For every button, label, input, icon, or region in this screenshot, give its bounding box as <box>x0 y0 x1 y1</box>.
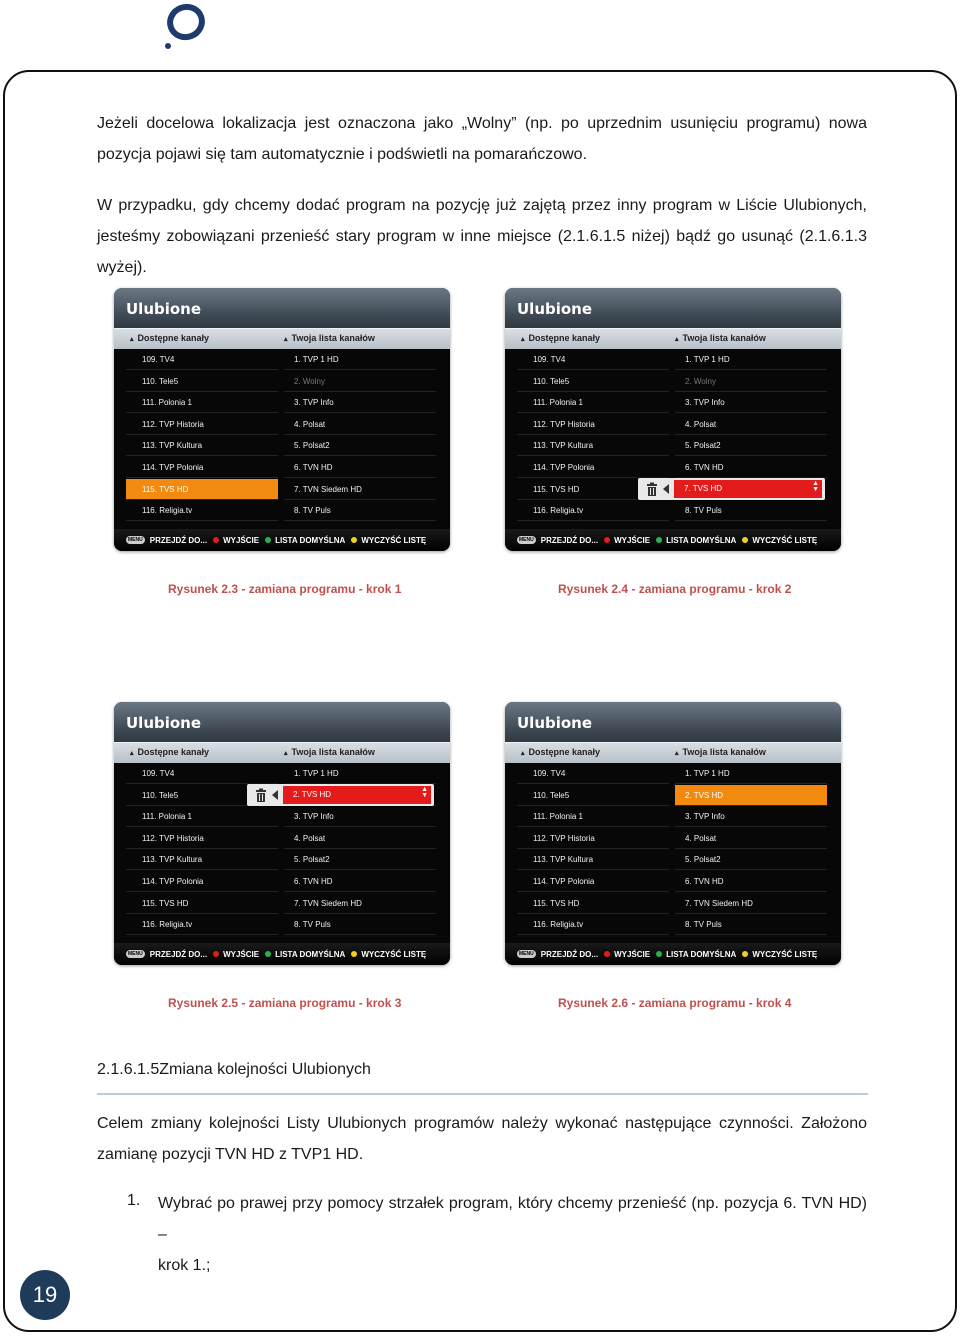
footer-go-to[interactable]: PRZEJDŹ DO... <box>149 949 208 959</box>
channel-row-list[interactable]: 1. TVP 1 HD <box>284 763 436 784</box>
heading-underline <box>97 1093 868 1095</box>
figure-caption: Rysunek 2.3 - zamiana programu - krok 1 <box>168 582 402 596</box>
paragraph-3 <box>97 1108 867 1170</box>
channel-row-list[interactable]: 1. TVP 1 HD <box>284 349 436 370</box>
channel-row-list[interactable]: 3. TVP Info <box>675 806 827 827</box>
channel-row-list[interactable]: 2. Wolny <box>675 371 827 392</box>
menu-key-icon: MENU <box>519 951 534 957</box>
column-header-your-list: ▴ Twoja lista kanałów <box>675 333 766 343</box>
channel-row-list[interactable]: 5. Polsat2 <box>284 849 436 870</box>
channel-row-available[interactable]: 110. Tele5 <box>126 371 278 392</box>
channel-row-available[interactable]: 113. TVP Kultura <box>126 435 278 456</box>
channel-row-available[interactable]: 116. Religia.tv <box>126 914 278 935</box>
channel-row-available[interactable]: 115. TVS HD <box>126 479 278 500</box>
trash-icon[interactable] <box>254 788 268 802</box>
footer-go-to[interactable]: PRZEJDŹ DO... <box>540 949 599 959</box>
channel-row-available[interactable]: 113. TVP Kultura <box>517 849 669 870</box>
screen-title: Ulubione <box>517 714 593 732</box>
footer-clear-list[interactable]: WYCZYŚĆ LISTĘ <box>361 535 427 545</box>
screen-title: Ulubione <box>517 300 593 318</box>
channel-row-list[interactable]: 2. TVS HD <box>675 785 827 806</box>
channel-row-list[interactable]: 7. TVN Siedem HD <box>284 893 436 914</box>
green-dot-icon <box>656 951 662 957</box>
channel-row-list[interactable]: 6. TVN HD <box>675 457 827 478</box>
channel-row-available[interactable]: 115. TVS HD <box>126 893 278 914</box>
channel-row-list[interactable]: 5. Polsat2 <box>284 435 436 456</box>
channel-row-list[interactable]: 3. TVP Info <box>675 392 827 413</box>
tv-screen-step-3 <box>114 702 450 965</box>
channel-row-available[interactable]: 113. TVP Kultura <box>517 435 669 456</box>
list-item-number: 1. <box>127 1192 141 1209</box>
menu-key-icon: MENU <box>128 537 143 543</box>
column-header-your-list: ▴ Twoja lista kanałów <box>284 747 375 757</box>
footer-default-list[interactable]: LISTA DOMYŚLNA <box>666 949 737 959</box>
channel-row-available[interactable]: 116. Religia.tv <box>126 500 278 521</box>
footer-default-list[interactable]: LISTA DOMYŚLNA <box>666 535 737 545</box>
yellow-dot-icon <box>742 537 748 543</box>
channel-row-list[interactable]: 4. Polsat <box>675 828 827 849</box>
paragraph-3-line: zamianę pozycji TVN HD z TVP1 HD. <box>97 1146 364 1163</box>
channel-row-list[interactable]: 4. Polsat <box>284 414 436 435</box>
footer-exit[interactable]: WYJŚCIE <box>223 949 260 959</box>
paragraph-2-line: jesteśmy zobowiązani przenieść stary program w inne miejsce (2.1.6.1.5 niżej) bądź go usunąć (2.1.6.1.3 wyżej). <box>97 228 867 276</box>
channel-row-available[interactable]: 111. Polonia 1 <box>126 392 278 413</box>
channel-row-list[interactable]: 4. Polsat <box>675 414 827 435</box>
column-header-available: ▴ Dostępne kanały <box>521 747 600 757</box>
paragraph-2 <box>97 190 867 283</box>
figure-caption: Rysunek 2.6 - zamiana programu - krok 4 <box>558 996 792 1010</box>
channel-row-list[interactable]: 8. TV Puls <box>675 914 827 935</box>
footer-default-list[interactable]: LISTA DOMYŚLNA <box>275 949 346 959</box>
arrow-left-icon[interactable] <box>663 484 669 494</box>
paragraph-1-line: Jeżeli docelowa lokalizacja jest oznaczona jako „Wolny” (np. po uprzednim usunięciu programu) nowa <box>97 115 867 132</box>
footer-exit[interactable]: WYJŚCIE <box>223 535 260 545</box>
figure-caption: Rysunek 2.5 - zamiana programu - krok 3 <box>168 996 402 1010</box>
channel-row-list[interactable]: 5. Polsat2 <box>675 435 827 456</box>
menu-key-icon: MENU <box>519 537 534 543</box>
channel-row-available[interactable]: 111. Polonia 1 <box>126 806 278 827</box>
channel-row-available[interactable]: 110. Tele5 <box>517 785 669 806</box>
channel-row-available[interactable]: 114. TVP Polonia <box>517 457 669 478</box>
screen-title: Ulubione <box>126 300 202 318</box>
channel-row-available[interactable]: 109. TV4 <box>126 349 278 370</box>
channel-row-available[interactable]: 112. TVP Historia <box>517 828 669 849</box>
channel-row-available[interactable]: 114. TVP Polonia <box>126 457 278 478</box>
up-down-arrows-icon[interactable]: ▲ ▼ <box>421 785 428 799</box>
red-dot-icon <box>604 537 610 543</box>
channel-row-list[interactable]: 6. TVN HD <box>284 457 436 478</box>
channel-row-available[interactable]: 116. Religia.tv <box>517 914 669 935</box>
footer-go-to[interactable]: PRZEJDŹ DO... <box>149 535 208 545</box>
green-dot-icon <box>265 537 271 543</box>
moving-channel-label[interactable]: 2. TVS HD <box>283 786 431 804</box>
channel-row-list[interactable]: 8. TV Puls <box>284 914 436 935</box>
channel-row-available[interactable]: 115. TVS HD <box>517 479 669 500</box>
footer-go-to[interactable]: PRZEJDŹ DO... <box>540 535 599 545</box>
channel-row-available[interactable]: 112. TVP Historia <box>126 414 278 435</box>
footer-default-list[interactable]: LISTA DOMYŚLNA <box>275 535 346 545</box>
channel-row-available[interactable]: 111. Polonia 1 <box>517 392 669 413</box>
menu-key-icon: MENU <box>128 951 143 957</box>
channel-row-available[interactable]: 114. TVP Polonia <box>517 871 669 892</box>
list-item <box>158 1188 867 1281</box>
channel-row-available[interactable]: 114. TVP Polonia <box>126 871 278 892</box>
tv-screen-step-1 <box>114 288 450 551</box>
screen-footer <box>114 943 450 965</box>
tv-screen-step-2 <box>505 288 841 551</box>
column-header-available: ▴ Dostępne kanały <box>521 333 600 343</box>
green-dot-icon <box>656 537 662 543</box>
channel-row-available[interactable]: 110. Tele5 <box>517 371 669 392</box>
channel-row-list[interactable]: 8. TV Puls <box>675 500 827 521</box>
channel-row-available[interactable]: 112. TVP Historia <box>126 828 278 849</box>
channel-row-available[interactable]: 112. TVP Historia <box>517 414 669 435</box>
channel-row-available[interactable]: 115. TVS HD <box>517 893 669 914</box>
green-dot-icon <box>265 951 271 957</box>
channel-row-list[interactable]: 3. TVP Info <box>284 392 436 413</box>
channel-row-available[interactable]: 109. TV4 <box>126 763 278 784</box>
paragraph-3-line: Celem zmiany kolejności Listy Ulubionych programów należy wykonać następujące czynności. Założono <box>97 1115 867 1132</box>
footer-clear-list[interactable]: WYCZYŚĆ LISTĘ <box>361 949 427 959</box>
move-channel-box <box>247 784 434 806</box>
paragraph-2-line: W przypadku, gdy chcemy dodać program na pozycję już zajętą przez inny program w Liście Ulubionych, <box>97 197 867 214</box>
screen-footer <box>505 529 841 551</box>
red-dot-icon <box>213 951 219 957</box>
column-header-bar <box>114 742 450 763</box>
channel-row-list[interactable]: 1. TVP 1 HD <box>675 349 827 370</box>
channel-row-available[interactable]: 111. Polonia 1 <box>517 806 669 827</box>
yellow-dot-icon <box>742 951 748 957</box>
figure-caption: Rysunek 2.4 - zamiana programu - krok 2 <box>558 582 792 596</box>
list-item-line: Wybrać po prawej przy pomocy strzałek program, który chcemy przenieść (np. pozycja 6. TVN HD) – <box>158 1195 867 1243</box>
list-item-line: krok 1.; <box>158 1257 211 1274</box>
tv-screen-step-4 <box>505 702 841 965</box>
channel-row-list[interactable]: 2. Wolny <box>284 371 436 392</box>
channel-row-list[interactable]: 8. TV Puls <box>284 500 436 521</box>
footer-clear-list[interactable]: WYCZYŚĆ LISTĘ <box>752 949 818 959</box>
trash-icon[interactable] <box>645 482 659 496</box>
footer-clear-list[interactable]: WYCZYŚĆ LISTĘ <box>752 535 818 545</box>
screen-footer <box>114 529 450 551</box>
channel-row-list[interactable]: 7. TVN Siedem HD <box>284 479 436 500</box>
column-header-bar <box>114 328 450 349</box>
column-header-bar <box>505 742 841 763</box>
red-dot-icon <box>213 537 219 543</box>
channel-row-available[interactable]: 113. TVP Kultura <box>126 849 278 870</box>
channel-row-list[interactable]: 6. TVN HD <box>284 871 436 892</box>
paragraph-1 <box>97 108 867 170</box>
channel-row-list[interactable]: 1. TVP 1 HD <box>675 763 827 784</box>
screen-footer <box>505 943 841 965</box>
yellow-dot-icon <box>351 951 357 957</box>
page-number-badge: 19 <box>20 1270 70 1320</box>
channel-row-list[interactable]: 5. Polsat2 <box>675 849 827 870</box>
moving-channel-label[interactable]: 7. TVS HD <box>674 480 822 498</box>
channel-row-list[interactable]: 7. TVN Siedem HD <box>675 893 827 914</box>
column-header-available: ▴ Dostępne kanały <box>130 747 209 757</box>
channel-row-list[interactable]: 6. TVN HD <box>675 871 827 892</box>
footer-exit[interactable]: WYJŚCIE <box>614 949 651 959</box>
column-header-your-list: ▴ Twoja lista kanałów <box>675 747 766 757</box>
column-header-available: ▴ Dostępne kanały <box>130 333 209 343</box>
move-channel-box <box>638 478 825 500</box>
footer-exit[interactable]: WYJŚCIE <box>614 535 651 545</box>
channel-row-available[interactable]: 109. TV4 <box>517 763 669 784</box>
column-header-bar <box>505 328 841 349</box>
channel-row-available[interactable]: 116. Religia.tv <box>517 500 669 521</box>
screen-title: Ulubione <box>126 714 202 732</box>
red-dot-icon <box>604 951 610 957</box>
yellow-dot-icon <box>351 537 357 543</box>
channel-row-available[interactable]: 109. TV4 <box>517 349 669 370</box>
column-header-your-list: ▴ Twoja lista kanałów <box>284 333 375 343</box>
channel-row-available[interactable]: 110. Tele5 <box>126 785 278 806</box>
section-heading: 2.1.6.1.5Zmiana kolejności Ulubionych <box>97 1061 371 1078</box>
paragraph-1-line: pozycja pojawi się tam automatycznie i podświetli na pomarańczowo. <box>97 146 588 163</box>
channel-row-list[interactable]: 4. Polsat <box>284 828 436 849</box>
channel-row-list[interactable]: 3. TVP Info <box>284 806 436 827</box>
arrow-left-icon[interactable] <box>272 790 278 800</box>
up-down-arrows-icon[interactable]: ▲ ▼ <box>812 479 819 493</box>
logo-icon <box>156 0 216 52</box>
